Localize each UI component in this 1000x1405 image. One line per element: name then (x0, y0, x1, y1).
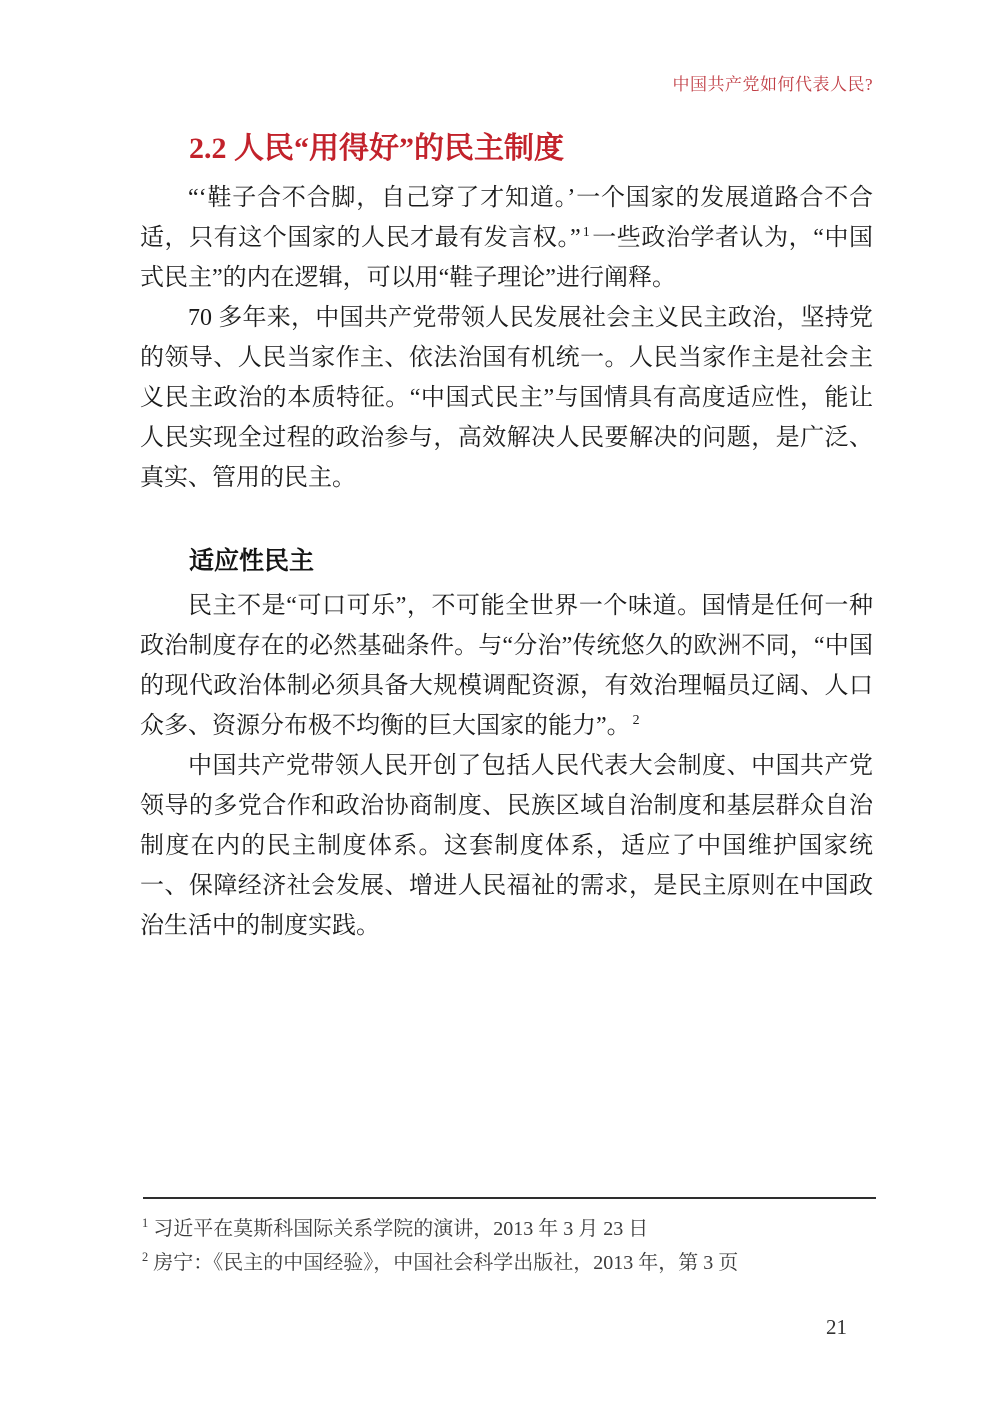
footnote-number: 1 (142, 1216, 149, 1231)
footnote-marker: 2 (632, 713, 640, 728)
body-paragraph (140, 298, 873, 498)
footnotes-section (142, 1212, 875, 1280)
footnote-marker: 1 (582, 225, 590, 240)
footnote-text: 房宁：《民主的中国经验》，中国社会科学出版社，2013 年，第 3 页 (153, 1252, 739, 1274)
section-heading: 2.2 人民“用得好”的民主制度 (189, 132, 564, 165)
page-number: 21 (826, 1315, 847, 1339)
body-text-block-1 (140, 178, 873, 498)
paragraph-text: 一些政治学者认为，“中国式民主”的内在逻辑，可以用“鞋子理论”进行阐释。 (140, 225, 874, 291)
footnote-divider-line (143, 1197, 876, 1199)
paragraph-text: 民主不是“可口可乐”，不可能全世界一个味道。国情是任何一种政治制度存在的必然基础条件。与“分治”传统悠久的欧洲不同，“中国的现代政治体制必须具备大规模调配资源，有效治理幅员辽阔、人口众多、资源分布极不均衡的巨大国家的能力”。 (140, 593, 873, 739)
body-text-block-2 (140, 586, 873, 946)
paragraph-text: “‘鞋子合不合脚，自己穿了才知道。’一个国家的发展道路合不合适，只有这个国家的人民才最有发言权。” (140, 185, 873, 251)
paragraph-text: 中国共产党带领人民开创了包括人民代表大会制度、中国共产党领导的多党合作和政治协商制度、民族区域自治制度和基层群众自治制度在内的民主制度体系。这套制度体系，适应了中国维护国家统一、保障经济社会发展、增进人民福祉的需求，是民主原则在中国政治生活中的制度实践。 (140, 753, 873, 939)
body-paragraph (140, 178, 873, 298)
footnote-number: 2 (142, 1250, 149, 1265)
footnote-text: 习近平在莫斯科国际关系学院的演讲，2013 年 3 月 23 日 (153, 1218, 649, 1240)
paragraph-text: 70 多年来，中国共产党带领人民发展社会主义民主政治，坚持党的领导、人民当家作主、依法治国有机统一。人民当家作主是社会主义民主政治的本质特征。“中国式民主”与国情具有高度适应性，能让人民实现全过程的政治参与，高效解决人民要解决的问题，是广泛、真实、管用的民主。 (140, 305, 873, 491)
body-paragraph (140, 746, 873, 946)
footnote (142, 1246, 875, 1280)
running-header: 中国共产党如何代表人民? (672, 75, 873, 94)
subsection-heading: 适应性民主 (189, 548, 315, 575)
body-paragraph (140, 586, 873, 746)
footnote (142, 1212, 875, 1246)
